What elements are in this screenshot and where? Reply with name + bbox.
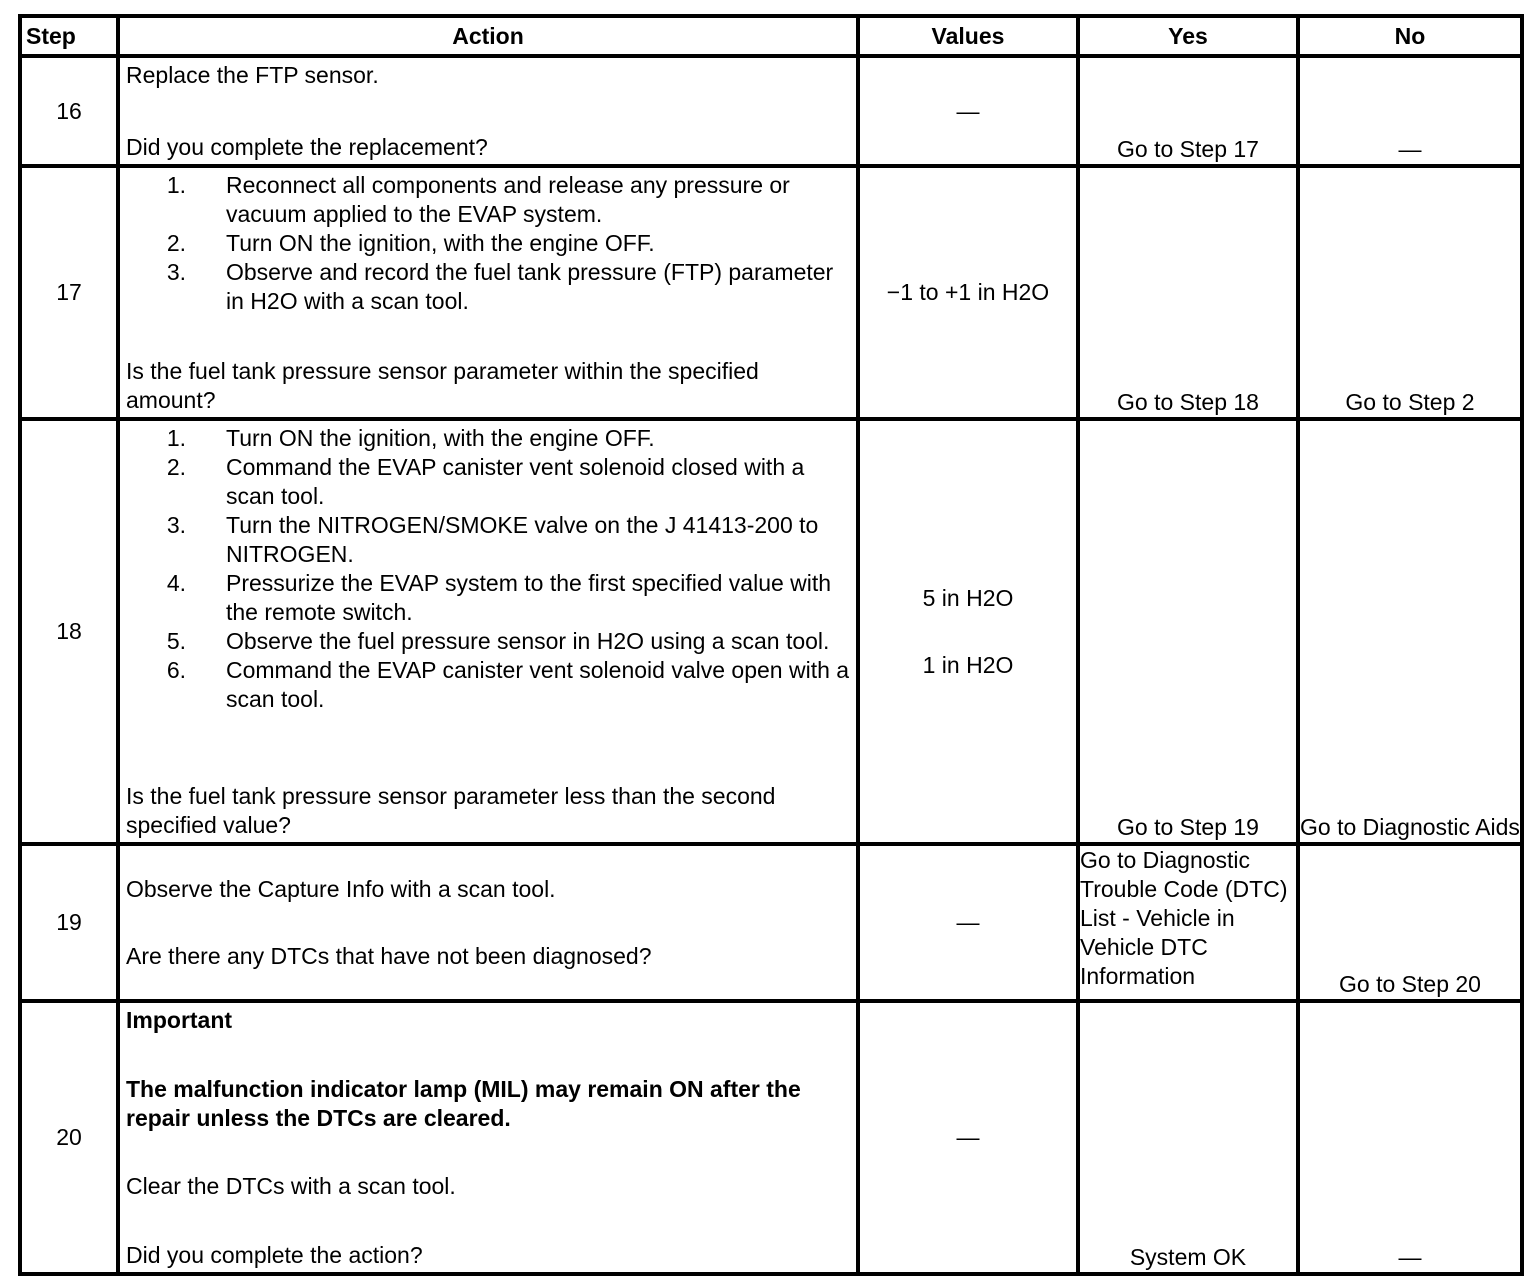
action-text: Clear the DTCs with a scan tool. — [126, 1173, 456, 1200]
table-row-step-19 — [20, 844, 1522, 1001]
header-yes: Yes — [1078, 16, 1298, 56]
header-row — [20, 16, 1522, 56]
list-item: 2. Command the EVAP canister vent solenoid closed with a scan tool. — [166, 454, 805, 509]
no-cell: Go to Step 2 — [1298, 166, 1522, 419]
list-item: 6. Command the EVAP canister vent solenoid valve open with a scan tool. — [166, 657, 850, 712]
table-row-step-20 — [20, 1001, 1522, 1274]
table-row-step-18 — [20, 419, 1522, 844]
values-cell: — — [858, 56, 1078, 166]
header-values: Values — [858, 16, 1078, 56]
action-cell — [118, 166, 858, 419]
important-text: The malfunction indicator lamp (MIL) may remain ON after the repair unless the DTCs are cleared. — [126, 1075, 801, 1131]
list-item: 1. Turn ON the ignition, with the engine OFF. — [166, 425, 655, 451]
values-cell: −1 to +1 in H2O — [858, 166, 1078, 419]
yes-cell: Go to Step 18 — [1078, 166, 1298, 419]
action-cell — [118, 844, 858, 1001]
values-cell: — — [858, 844, 1078, 1001]
table-row-step-17 — [20, 166, 1522, 419]
action-question: Did you complete the action? — [126, 1241, 423, 1268]
list-item: 5. Observe the fuel pressure sensor in H2O using a scan tool. — [166, 628, 830, 654]
list-item: 3. Observe and record the fuel tank pressure (FTP) parameter in H2O with a scan tool. — [166, 259, 834, 314]
step-number: 17 — [20, 166, 118, 419]
action-question: Are there any DTCs that have not been diagnosed? — [126, 942, 652, 969]
step-number: 16 — [20, 56, 118, 166]
action-cell — [118, 1001, 858, 1274]
yes-cell: Go to Step 19 — [1078, 419, 1298, 844]
list-item: 1. Reconnect all components and release any pressure or vacuum applied to the EVAP system. — [166, 172, 790, 227]
yes-cell: System OK — [1078, 1001, 1298, 1274]
list-item: 4. Pressurize the EVAP system to the first specified value with the remote switch. — [166, 570, 832, 625]
action-steps-list — [126, 424, 850, 714]
action-cell — [118, 419, 858, 844]
list-item: 2. Turn ON the ignition, with the engine OFF. — [166, 230, 655, 256]
no-cell: Go to Diagnostic Aids — [1298, 419, 1522, 844]
no-cell: — — [1298, 56, 1522, 166]
no-cell: — — [1298, 1001, 1522, 1274]
action-question: Is the fuel tank pressure sensor parameter within the specified amount? — [126, 358, 759, 413]
header-no: No — [1298, 16, 1522, 56]
step-number: 20 — [20, 1001, 118, 1274]
no-cell: Go to Step 20 — [1298, 844, 1522, 1001]
value-first: 5 in H2O — [922, 584, 1014, 611]
values-cell — [858, 419, 1078, 844]
header-action: Action — [118, 16, 858, 56]
action-question: Did you complete the replacement? — [126, 134, 488, 160]
values-cell: — — [858, 1001, 1078, 1274]
action-text: Observe the Capture Info with a scan tool. — [126, 875, 556, 902]
yes-cell: Go to Step 17 — [1078, 56, 1298, 166]
action-text: Replace the FTP sensor. — [126, 62, 379, 88]
table-row-step-16 — [20, 56, 1522, 166]
action-steps-list — [126, 171, 850, 316]
yes-cell: Go to Diagnostic Trouble Code (DTC) List - Vehicle in Vehicle DTC Information — [1078, 844, 1298, 1001]
step-number: 19 — [20, 844, 118, 1001]
important-label: Important — [126, 1007, 233, 1033]
action-cell — [118, 56, 858, 166]
step-number: 18 — [20, 419, 118, 844]
list-item: 3. Turn the NITROGEN/SMOKE valve on the J 41413-200 to NITROGEN. — [166, 512, 819, 567]
diagnostic-table — [18, 14, 1524, 1276]
value-second: 1 in H2O — [922, 651, 1014, 678]
header-step: Step — [20, 16, 118, 56]
action-question: Is the fuel tank pressure sensor parameter less than the second specified value? — [126, 783, 776, 838]
